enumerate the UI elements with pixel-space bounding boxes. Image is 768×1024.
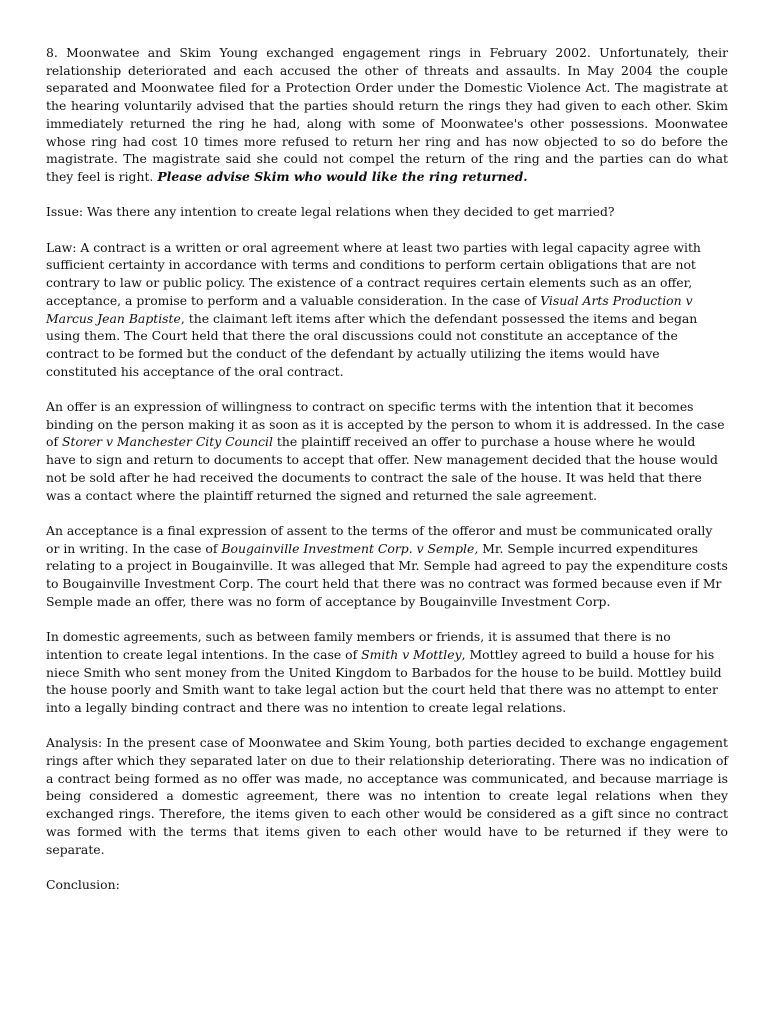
question-text: 8. Moonwatee and Skim Young exchanged engagement rings in February 2002. Unfortunately, their relationship deteriorated and each accused the other of threats and assaults. In May 2004 the couple separated and Moonwatee filed for a Protection Order under the Domestic Violence Act. The magistrate at the hearing voluntarily advised that the parties should return the rings they had given to each other. Skim immediately returned the ring he had, along with some of Moonwatee's other possessions. Moonwatee whose ring had cost 10 times more refused to return her ring and has now objected to so do before the magistrate. The magistrate said she could not compel the return of the ring and the parties can do what they feel is right. [46, 45, 728, 184]
issue-text: Issue: Was there any intention to create legal relations when they decided to get married? [46, 204, 615, 220]
acceptance-text-1: An acceptance is a final expression of assent to the terms of the offeror and must be communicated orally or in writing. In the case of [46, 522, 713, 556]
domestic-case-name: Smith v Mottley [361, 646, 462, 662]
analysis-paragraph [46, 734, 728, 858]
domestic-text-2: , Mottley agreed to build a house for his niece Smith who sent money from the United Kingdom to Barbados for the house to be build. Mottley build the house poorly and Smith want to take legal action but the court held that there was no attempt to enter into a legally binding contract and there was no intention to create legal relations. [46, 646, 722, 715]
question-emphasis: Please advise Skim who would like the ring returned. [157, 168, 528, 184]
law-text-2: , the claimant left items after which the defendant possessed the items and began using them. The Court held that there the oral discussions could not constitute an acceptance of the contract to be formed but the conduct of the defendant by actually utilizing the items would have constituted his acceptance of the oral contract. [46, 310, 698, 379]
law-case-name: Visual Arts Production v Marcus Jean Baptiste [46, 292, 693, 326]
document-page [46, 44, 728, 911]
conclusion-paragraph [46, 876, 728, 894]
question-paragraph [46, 44, 728, 186]
acceptance-case-name: Bougainville Investment Corp. v Semple, [221, 540, 479, 556]
law-text-1: Law: A contract is a written or oral agreement where at least two parties with legal capacity agree with sufficient certainty in accordance with terms and conditions to perform certain obligations that are not contrary to law or public policy. The existence of a contract requires certain elements such as an offer, acceptance, a promise to perform and a valuable consideration. In the case of [46, 239, 701, 308]
domestic-paragraph [46, 628, 728, 717]
analysis-text: Analysis: In the present case of Moonwatee and Skim Young, both parties decided to exchange engagement rings after which they separated later on due to their relationship deteriorating. There was no indication of a contract being formed as no offer was made, no acceptance was communicated, and because marriage is being considered a domestic agreement, there was no intention to create legal relations when they exchanged rings. Therefore, the items given to each other would be considered as a gift since no contract was formed with the terms that items given to each other would have to be returned if they were to separate. [46, 735, 728, 857]
conclusion-heading: Conclusion: [46, 876, 120, 892]
offer-paragraph [46, 398, 728, 504]
acceptance-paragraph [46, 522, 728, 611]
law-paragraph [46, 239, 728, 381]
issue-paragraph [46, 203, 728, 221]
offer-text-2: the plaintiff received an offer to purchase a house where he would have to sign and return to documents to accept that offer. New management decided that the house would not be sold after he had received the documents to contract the sale of the house. It was held that there was a contact where the plaintiff returned the signed and returned the sale agreement. [46, 434, 718, 503]
domestic-text-1: In domestic agreements, such as between family members or friends, it is assumed that there is no intention to create legal intentions. In the case of [46, 629, 671, 662]
offer-text-1: An offer is an expression of willingness to contract on specific terms with the intention that it becomes binding on the person making it as soon as it is accepted by the person to whom it is addressed. In the case of [46, 399, 725, 450]
acceptance-text-2: Mr. Semple incurred expenditures relating to a project in Bougainville. It was alleged that Mr. Semple had agreed to pay the expenditure costs to Bougainville Investment Corp. The court held that there was no contract was formed because even if Mr Semple made an offer, there was no form of acceptance by Bougainville Investment Corp. [46, 540, 728, 609]
offer-case-name: Storer v Manchester City Council [62, 434, 273, 450]
